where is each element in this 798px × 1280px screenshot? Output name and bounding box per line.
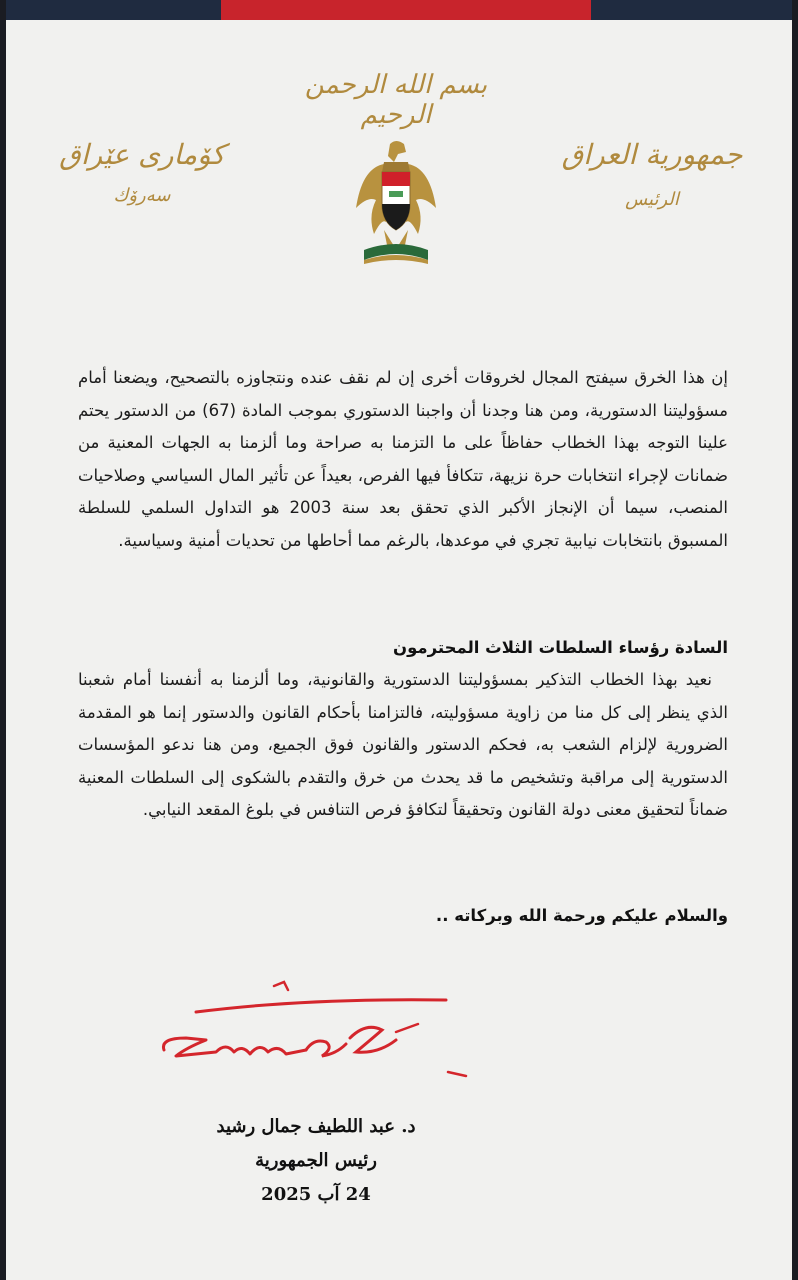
top-color-bar [6, 0, 792, 20]
salutation-heading: السادة رؤساء السلطات الثلاث المحترمون [392, 638, 728, 657]
handwritten-signature [156, 968, 486, 1088]
letterhead-country-arabic: جمهورية العراق [561, 138, 743, 171]
letter-date: 24 آب 2025 [261, 1184, 371, 1205]
eagle-emblem-icon [354, 138, 438, 268]
letterhead-arabic [552, 138, 752, 210]
closing-greeting: والسلام عليكم ورحمة الله وبركاته .. [435, 906, 728, 925]
letterhead-country-kurdish: كۆماری عێراق [59, 138, 225, 171]
top-bar-red-segment [221, 0, 591, 20]
signature-block [196, 1110, 436, 1212]
signatory-name: د. عبد اللطيف جمال رشيد [216, 1116, 416, 1137]
letterhead-office-kurdish: سەرۆك [113, 185, 171, 206]
letter-page [6, 0, 792, 1280]
letter-paragraph-1: إن هذا الخرق سيفتح المجال لخروقات أخرى إن لم نقف عنده ونتجاوزه بالتصحيح، ويضعنا أمام مسؤوليتنا الدستورية، ومن هنا وجدنا أن واجبنا الدستوري بموجب المادة (67) من الدستور يحتم علينا التوجه بهذا الخطاب حفاظاً على ما التزمنا به صراحة وما ألزمنا به الجهات المعنية من ضمانات لإجراء انتخابات حرة نزيهة، تتكافأ فيها الفرص، بعيداً عن تأثير المال السياسي وصلاحيات المنصب، سيما أن الإنجاز الأكبر الذي تحقق بعد سنة 2003 هو التداول السلمي للسلطة المسبوق بانتخابات نيابية تجري في موعدها، بالرغم مما أحاطها من تحديات أمنية وسياسية. [78, 368, 729, 550]
basmala: بسم الله الرحمن الرحيم [304, 70, 488, 130]
signatory-title: رئيس الجمهورية [255, 1150, 377, 1171]
letterhead-kurdish [42, 138, 242, 206]
top-bar-navy-segment-right [591, 0, 792, 20]
letterhead-office-arabic: الرئيس [625, 189, 679, 210]
letter-paragraph-2: نعيد بهذا الخطاب التذكير بمسؤوليتنا الدستورية والقانونية، وما ألزمنا به أنفسنا أمام شعبنا الذي ينظر إلى كل منا من زاوية مسؤوليته، فالتزامنا بأحكام القانون والدستور إنما هو المقدمة الضرورية لإلزام الشعب به، فحكم الدستور والقانون فوق الجميع، ومن هنا ندعو المؤسسات الدستورية إلى مراقبة وتشخيص ما قد يحدث من خرق والتقدم بالشكوى إلى السلطات المعنية ضماناً لتحقيق معنى دولة القانون وتحقيقاً لتكافؤ فرص التنافس في بلوغ المقعد النيابي. [78, 670, 728, 819]
top-bar-navy-segment [6, 0, 221, 20]
